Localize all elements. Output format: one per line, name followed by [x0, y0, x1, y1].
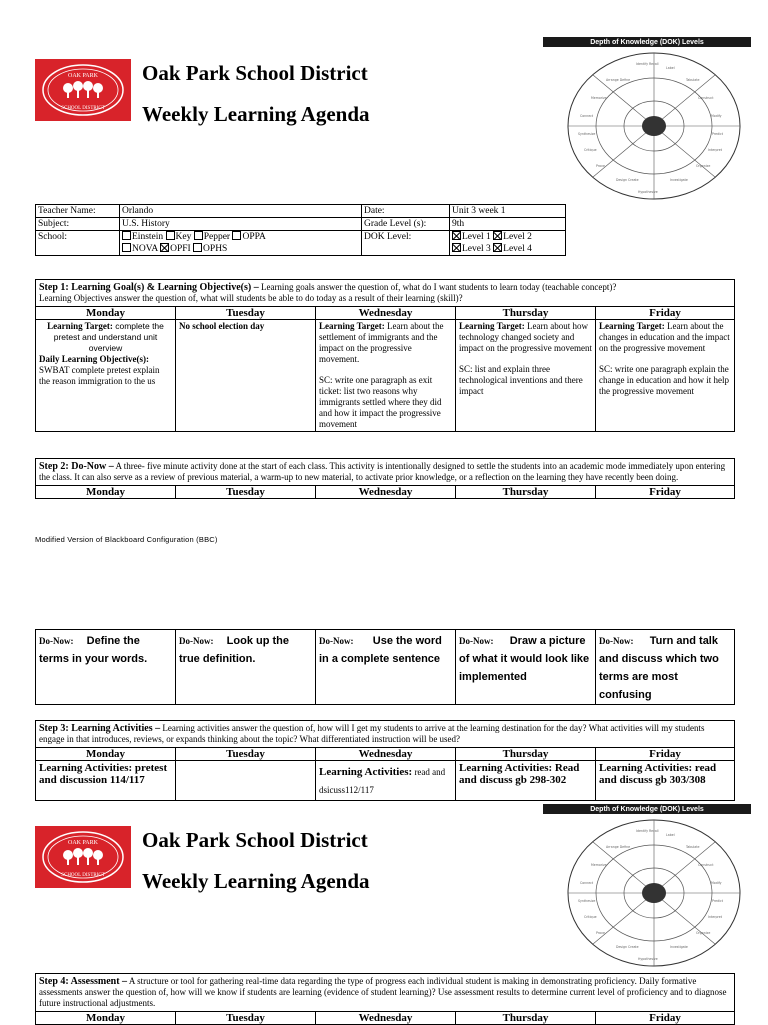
dok-level-3[interactable]: Level 3	[452, 244, 491, 254]
svg-text:Connect: Connect	[580, 114, 594, 118]
day-wednesday: Wednesday	[316, 748, 456, 761]
district-title: Oak Park School District	[142, 828, 368, 852]
dok-level-4[interactable]: Level 4	[493, 244, 532, 254]
svg-text:Predict: Predict	[712, 899, 723, 903]
grade-label: Grade Level (s):	[362, 218, 450, 231]
step1-monday[interactable]: Learning Target: complete the pretest and understand unit overview Daily Learning Objective(s): SWBAT complete pretest explain the reason immigration to the us	[36, 320, 176, 432]
day-monday: Monday	[36, 486, 176, 499]
svg-text:Critique: Critique	[584, 148, 597, 152]
day-thursday: Thursday	[456, 748, 596, 761]
step2-title: Step 2: Do-Now –	[39, 461, 114, 472]
checkbox[interactable]	[166, 231, 175, 240]
day-header-row	[36, 486, 735, 499]
svg-text:Design Create: Design Create	[616, 945, 639, 949]
step1-desc1: Learning goals answer the question of, what do I want students to learn today (teachable concept)?	[258, 282, 617, 292]
teacher-value[interactable]: Orlando	[120, 205, 362, 218]
svg-text:Investigate: Investigate	[670, 945, 688, 949]
step1-tuesday[interactable]: No school election day	[176, 320, 316, 432]
date-value[interactable]: Unit 3 week 1	[450, 205, 566, 218]
day-monday: Monday	[36, 307, 176, 320]
school-option-opfi[interactable]: OPFI	[160, 244, 191, 254]
day-header-row	[36, 1012, 735, 1025]
day-wednesday: Wednesday	[316, 1012, 456, 1025]
day-friday: Friday	[596, 1012, 735, 1025]
dok-label: DOK Level:	[362, 231, 450, 256]
dok-checkboxes	[450, 231, 566, 256]
oak-tree-seal-icon	[38, 61, 128, 119]
step3-friday[interactable]: Learning Activities: read and discuss gb 303/308	[596, 761, 735, 801]
school-option-ophs[interactable]: OPHS	[193, 244, 227, 254]
svg-text:Synthesize: Synthesize	[578, 132, 596, 136]
svg-text:SCHOOL DISTRICT: SCHOOL DISTRICT	[61, 873, 105, 878]
svg-text:Interpret: Interpret	[708, 148, 722, 152]
svg-text:Interpret: Interpret	[708, 915, 722, 919]
svg-text:Tabulate: Tabulate	[686, 78, 700, 82]
checkbox-checked[interactable]	[160, 243, 169, 252]
step2-header	[36, 459, 735, 486]
svg-text:Memorize: Memorize	[591, 863, 607, 867]
svg-text:Memorize: Memorize	[591, 96, 607, 100]
svg-text:Modify: Modify	[711, 881, 722, 885]
svg-text:Prove: Prove	[596, 931, 605, 935]
checkbox[interactable]	[194, 231, 203, 240]
date-label: Date:	[362, 205, 450, 218]
dok-level-2[interactable]: Level 2	[493, 232, 532, 242]
day-tuesday: Tuesday	[176, 307, 316, 320]
teacher-label: Teacher Name:	[36, 205, 120, 218]
checkbox-checked[interactable]	[493, 231, 502, 240]
checkbox-checked[interactable]	[452, 231, 461, 240]
step1-thursday[interactable]: Learning Target: Learn about how technology changed society and impact on the progressive movement SC: list and explain three technological inventions and there impact	[456, 320, 596, 432]
step1-wednesday[interactable]: Learning Target: Learn about the settlement of immigrants and the impact on the progressive movement. SC: write one paragraph as exit ticket: list two reasons why immigrants settled where they did and how it impact the progressive movement	[316, 320, 456, 432]
dok-banner: Depth of Knowledge (DOK) Levels	[543, 37, 751, 47]
svg-text:Modify: Modify	[711, 114, 722, 118]
step4-table	[35, 973, 735, 1025]
day-friday: Friday	[596, 748, 735, 761]
svg-text:Connect: Connect	[580, 881, 594, 885]
step4-desc: A structure or tool for gathering real-time data regarding the type of progress each individual student is making in demonstrating proficiency. Daily formative assessments answer the question of, how will we know if students are learning (evidence of student learning)? Use assessment results to determine current level of proficiency and to diagnose future instructional adjustments.	[39, 976, 727, 1008]
donow-table	[35, 629, 735, 705]
day-header-row	[36, 307, 735, 320]
dok-banner: Depth of Knowledge (DOK) Levels	[543, 804, 751, 814]
oak-tree-seal-icon	[38, 828, 128, 886]
checkbox-checked[interactable]	[452, 243, 461, 252]
donow-wednesday[interactable]: Do-Now: Use the word in a complete sentence	[316, 630, 456, 705]
svg-text:Arrange Define: Arrange Define	[606, 78, 631, 82]
agenda-title: Weekly Learning Agenda	[142, 869, 370, 893]
step3-monday[interactable]: Learning Activities: pretest and discussion 114/117	[36, 761, 176, 801]
step3-wednesday[interactable]: Learning Activities: read and dsicuss112/117	[316, 761, 456, 801]
day-tuesday: Tuesday	[176, 486, 316, 499]
donow-thursday[interactable]: Do-Now: Draw a picture of what it would look like implemented	[456, 630, 596, 705]
day-monday: Monday	[36, 1012, 176, 1025]
checkbox-checked[interactable]	[493, 243, 502, 252]
donow-friday[interactable]: Do-Now: Turn and talk and discuss which two terms are most confusing	[596, 630, 735, 705]
day-header-row	[36, 748, 735, 761]
svg-text:Organize: Organize	[696, 164, 711, 168]
svg-text:Construct: Construct	[698, 96, 714, 100]
step1-title: Step 1: Learning Goal(s) & Learning Objective(s) –	[39, 282, 259, 293]
svg-text:Label: Label	[666, 66, 675, 70]
day-wednesday: Wednesday	[316, 486, 456, 499]
svg-text:OAK PARK: OAK PARK	[68, 840, 98, 846]
bbc-note: Modified Version of Blackboard Configuration (BBC)	[35, 535, 218, 544]
day-thursday: Thursday	[456, 307, 596, 320]
checkbox[interactable]	[122, 243, 131, 252]
school-option-nova[interactable]: NOVA	[122, 244, 158, 254]
day-wednesday: Wednesday	[316, 307, 456, 320]
svg-text:Label: Label	[666, 833, 675, 837]
svg-text:Arrange Define: Arrange Define	[606, 845, 631, 849]
svg-text:Identify Recall: Identify Recall	[636, 829, 659, 833]
svg-text:OAK PARK: OAK PARK	[68, 73, 98, 79]
step1-table	[35, 279, 735, 432]
dok-wheel-icon	[566, 51, 742, 201]
teacher-info-table	[35, 204, 566, 256]
school-option-pepper[interactable]: Pepper	[194, 232, 230, 242]
step1-friday[interactable]: Learning Target: Learn about the changes in education and the impact on the progressive movement SC: write one paragraph explain the change in education and how it help the progressive movement	[596, 320, 735, 432]
day-friday: Friday	[596, 486, 735, 499]
school-option-key[interactable]: Key	[166, 232, 192, 242]
checkbox[interactable]	[193, 243, 202, 252]
dok-wheel-icon	[566, 818, 742, 968]
step1-header	[36, 280, 735, 307]
district-logo	[35, 826, 131, 888]
step2-desc: A three- five minute activity done at the start of each class. This activity is intentionally designed to settle the students into an academic mode immediately upon entering the class. It can also serve as a review of previous material, a warm-up to new material, to activate prior knowledge, or a reflection on the learning they have recently been doing.	[39, 461, 726, 482]
donow-tuesday[interactable]: Do-Now: Look up the true definition.	[176, 630, 316, 705]
step4-title: Step 4: Assessment –	[39, 976, 128, 987]
svg-text:Prove: Prove	[596, 164, 605, 168]
svg-text:Construct: Construct	[698, 863, 714, 867]
school-label: School:	[36, 231, 120, 256]
district-logo	[35, 59, 131, 121]
step3-title: Step 3: Learning Activities –	[39, 723, 161, 734]
grade-value[interactable]: 9th	[450, 218, 566, 231]
district-title: Oak Park School District	[142, 61, 368, 85]
svg-text:SCHOOL DISTRICT: SCHOOL DISTRICT	[61, 106, 105, 111]
step3-header	[36, 721, 735, 748]
subject-label: Subject:	[36, 218, 120, 231]
step3-table	[35, 720, 735, 801]
checkbox[interactable]	[232, 231, 241, 240]
step3-thursday[interactable]: Learning Activities: Read and discuss gb 298-302	[456, 761, 596, 801]
svg-text:Predict: Predict	[712, 132, 723, 136]
svg-text:Synthesize: Synthesize	[578, 899, 596, 903]
agenda-title: Weekly Learning Agenda	[142, 102, 370, 126]
day-thursday: Thursday	[456, 486, 596, 499]
svg-text:Tabulate: Tabulate	[686, 845, 700, 849]
day-thursday: Thursday	[456, 1012, 596, 1025]
svg-text:Design Create: Design Create	[616, 178, 639, 182]
step2-table	[35, 458, 735, 499]
step3-tuesday[interactable]	[176, 761, 316, 801]
svg-text:Critique: Critique	[584, 915, 597, 919]
day-tuesday: Tuesday	[176, 1012, 316, 1025]
step4-header	[36, 974, 735, 1012]
svg-text:Hypothesize: Hypothesize	[638, 957, 658, 961]
step1-desc2: Learning Objectives answer the question of, what will students be able to do today as a result of their learning (skill)?	[39, 293, 463, 303]
day-friday: Friday	[596, 307, 735, 320]
svg-text:Hypothesize: Hypothesize	[638, 190, 658, 194]
step3-desc: Learning activities answer the question of, how will I get my students to arrive at the learning destination for the day? What activities will my students engage in that introduces, reviews, or expands thinking about the topic? What differentiated instruction will be used?	[39, 723, 705, 744]
school-option-oppa[interactable]: OPPA	[232, 232, 265, 242]
school-option-einstein[interactable]: Einstein	[122, 232, 163, 242]
dok-level-1[interactable]: Level 1	[452, 232, 491, 242]
svg-text:Investigate: Investigate	[670, 178, 688, 182]
donow-monday[interactable]: Do-Now: Define the terms in your words.	[36, 630, 176, 705]
svg-text:Identify Recall: Identify Recall	[636, 62, 659, 66]
svg-text:Organize: Organize	[696, 931, 711, 935]
subject-value[interactable]: U.S. History	[120, 218, 362, 231]
school-checkboxes	[120, 231, 362, 256]
checkbox[interactable]	[122, 231, 131, 240]
day-tuesday: Tuesday	[176, 748, 316, 761]
day-monday: Monday	[36, 748, 176, 761]
